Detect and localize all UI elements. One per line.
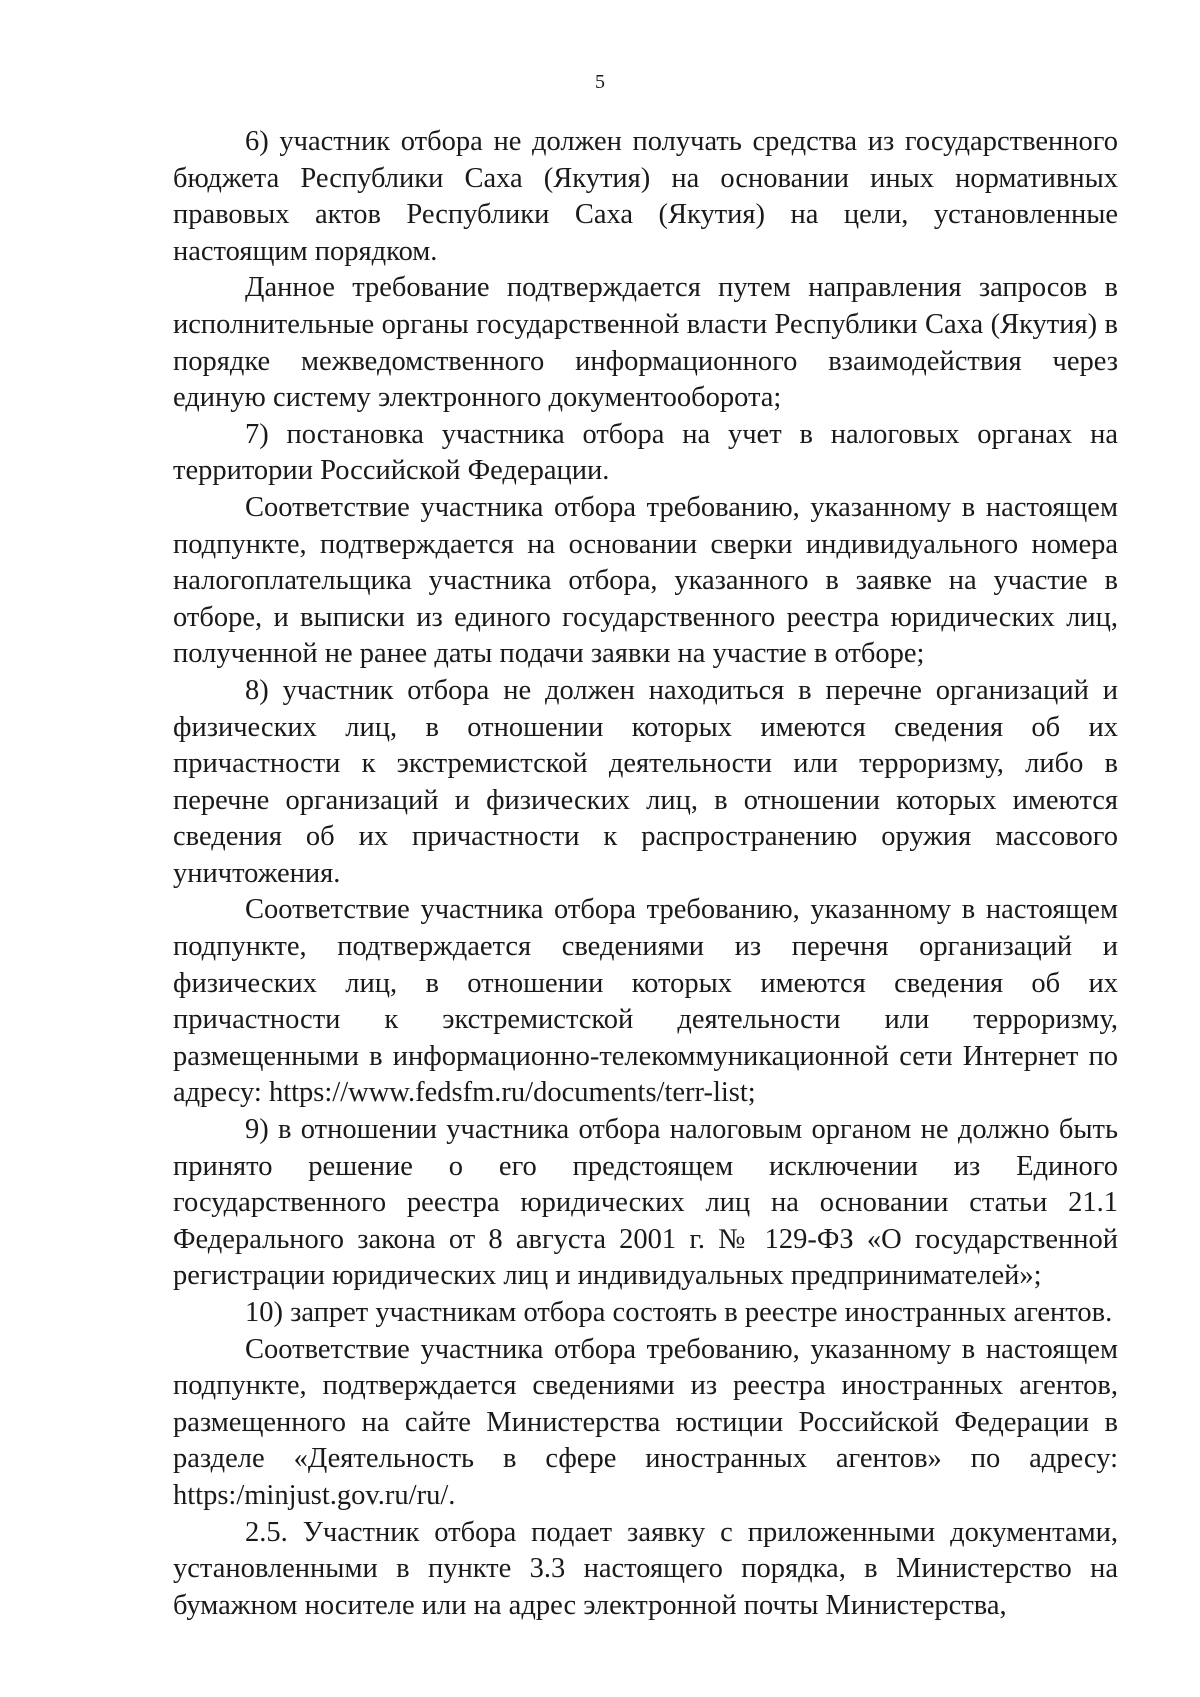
paragraph-subitem-6: 6) участник отбора не должен получать средства из государственного бюджета Республики Саха (Якутия) на основании иных нормативных правовых актов Республики Саха (Якутия) на цели, установленные настоящим порядком. (173, 126, 1118, 267)
paragraph-subitem-8: 8) участник отбора не должен находиться в перечне организаций и физических лиц, в отношении которых имеются сведения об их причастности к экстремистской деятельности или терроризму, либо в перечне организаций и физических лиц, в отношении которых имеются сведения об их причастности к распространению оружия массового уничтожения. (173, 674, 1118, 889)
paragraph-confirmation-7: Соответствие участника отбора требованию, указанному в настоящем подпункте, подтверждается на основании сверки индивидуального номера налогоплательщика участника отбора, указанного в заявке на участие в отборе, и выписки из единого государственного реестра юридических лиц, полученной не ранее даты подачи заявки на участие в отборе; (173, 491, 1118, 670)
page-number: 5 (595, 71, 605, 93)
paragraph-confirmation-10: Соответствие участника отбора требованию, указанному в настоящем подпункте, подтверждается сведениями из реестра иностранных агентов, размещенного на сайте Министерства юстиции Российской Федерации в разделе «Деятельность в сфере иностранных агентов» по адресу: https:/minjust.gov.ru/ru/. (173, 1333, 1118, 1511)
paragraph-confirmation-8: Соответствие участника отбора требованию, указанному в настоящем подпункте, подтверждается сведениями из перечня организаций и физических лиц, в отношении которых имеются сведения об их причастности к экстремистской деятельности или терроризму, размещенными в информационно-телекоммуникационной сети Интернет по адресу: https://www.fedsfm.ru/documents/terr-list; (173, 894, 1118, 1109)
paragraph-subitem-7: 7) постановка участника отбора на учет в налоговых органах на территории Российской Федерации. (173, 418, 1118, 487)
paragraph-subitem-9: 9) в отношении участника отбора налоговым органом не должно быть принято решение о его предстоящем исключении из Единого государственного реестра юридических лиц на основании статьи 21.1 Федерального закона от 8 августа 2001 г. № 129-ФЗ «О государственной регистрации юридических лиц и индивидуальных предпринимателей»; (173, 1114, 1118, 1292)
paragraph-section-2-5: 2.5. Участник отбора подает заявку с приложенными документами, установленными в пункте 3.3 настоящего порядка, в Министерство на бумажном носителе или на адрес электронной почты Министерства, (173, 1516, 1118, 1621)
paragraph-subitem-10: 10) запрет участникам отбора состоять в реестре иностранных агентов. (245, 1297, 1113, 1328)
paragraph-confirmation-6: Данное требование подтверждается путем направления запросов в исполнительные органы государственной власти Республики Саха (Якутия) в порядке межведомственного информационного взаимодействия через единую систему электронного документооборота; (173, 272, 1118, 414)
document-body (173, 124, 1118, 1624)
